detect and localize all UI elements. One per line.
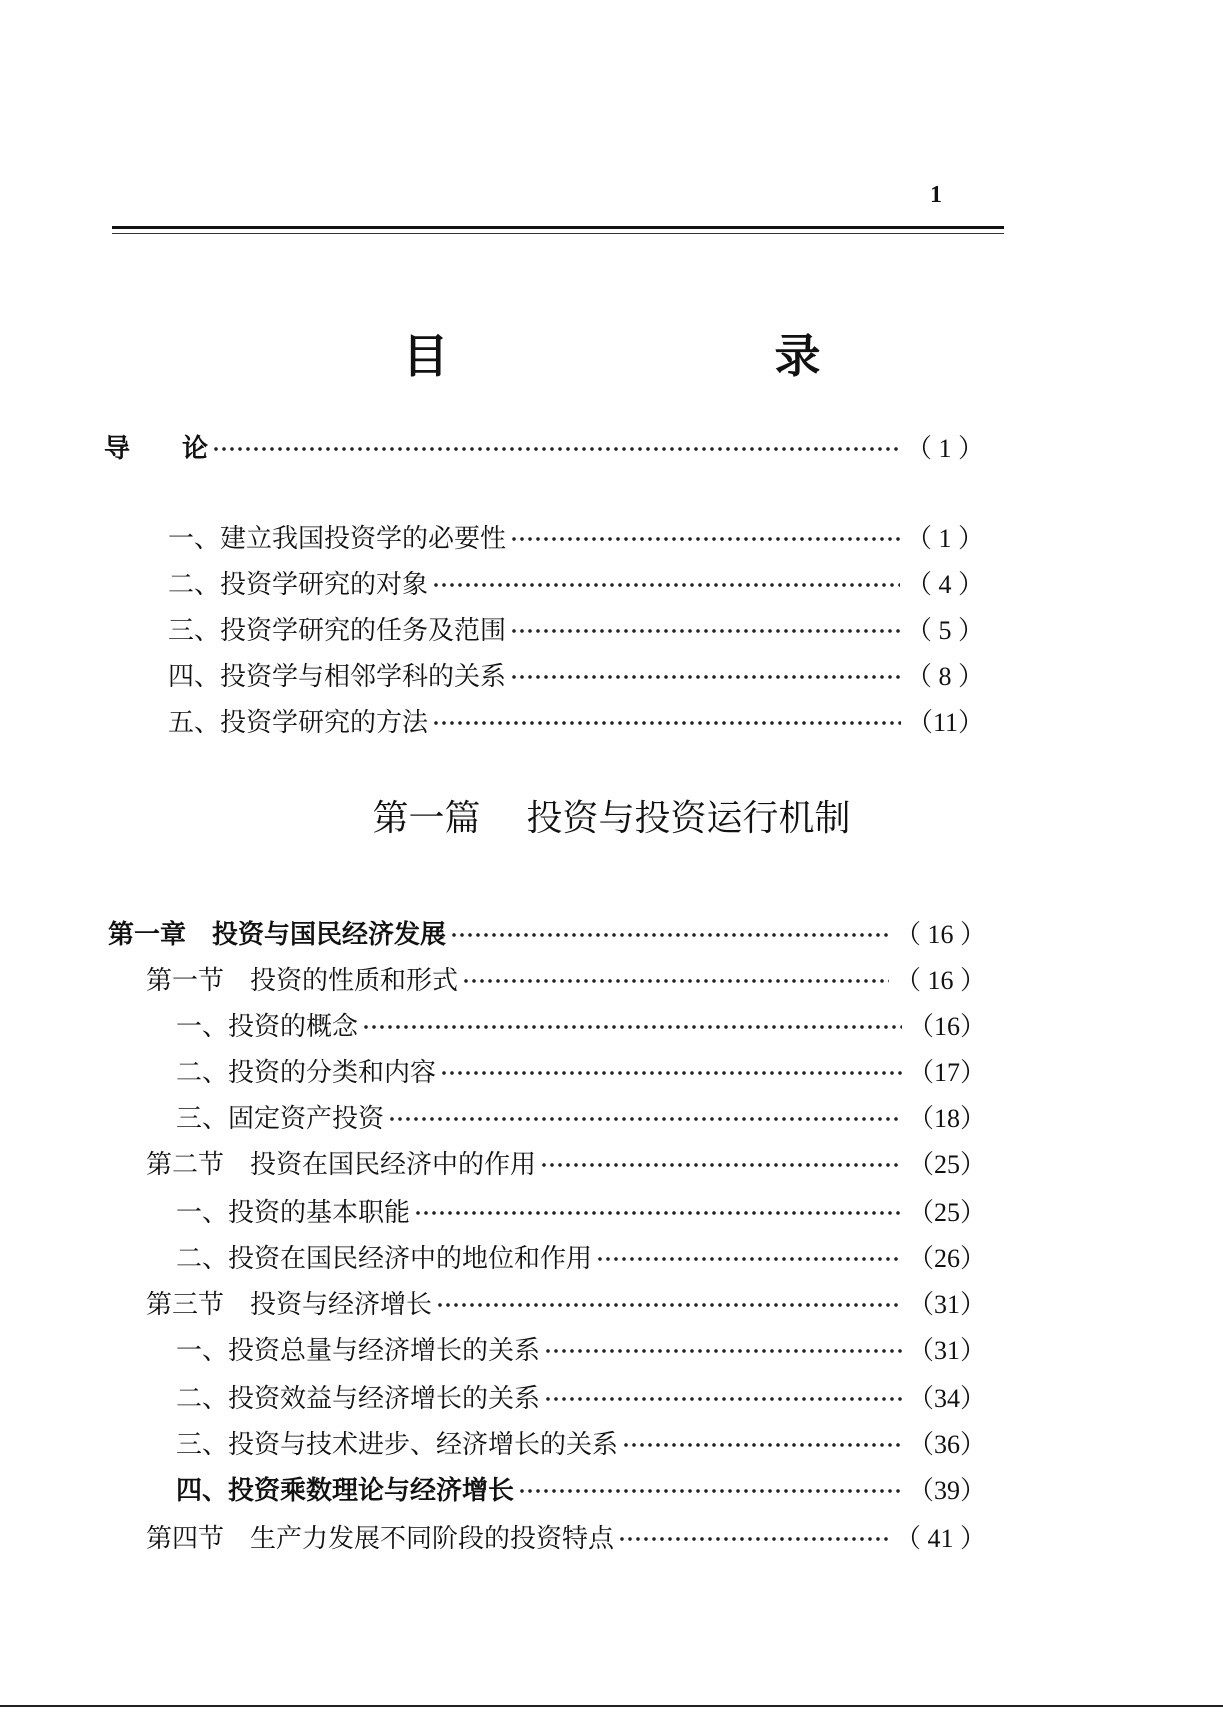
toc-label: 第四节 生产力发展不同阶段的投资特点 [146,1523,615,1554]
toc-entry[interactable] [168,610,984,646]
part-prefix: 第一篇 [372,798,481,839]
dot-leader [510,628,900,634]
part-text: 投资与投资运行机制 [526,798,851,839]
toc-page: （18） [907,1103,986,1133]
toc-entry[interactable] [176,1238,986,1274]
header-rule [112,226,1004,229]
toc-page: （ 16 ） [894,919,986,949]
dot-leader [510,674,900,680]
footer-rule [0,1705,1223,1707]
toc-entry[interactable] [168,656,984,692]
dot-leader [432,582,900,588]
dot-leader [388,1116,902,1122]
dot-leader [432,720,901,726]
toc-label: 三、固定资产投资 [176,1103,385,1134]
toc-label: 三、投资与技术进步、经济增长的关系 [176,1429,619,1460]
toc-label: 一、投资的基本职能 [176,1197,411,1228]
toc-entry[interactable] [176,1052,986,1088]
toc-label: 四、投资学与相邻学科的关系 [168,661,507,692]
toc-entry-section[interactable] [146,1284,986,1320]
dot-leader [596,1256,902,1262]
toc-page: （17） [907,1057,986,1087]
toc-label: 二、投资在国民经济中的地位和作用 [176,1243,593,1274]
toc-entry[interactable] [176,1006,986,1042]
dot-leader [212,446,900,452]
toc-entry[interactable] [176,1098,986,1134]
page-number: 1 [930,182,942,208]
toc-label: 导 论 [104,433,209,464]
toc-page: （25） [907,1149,986,1179]
header-rule-thin [112,233,1004,234]
dot-leader [436,1302,902,1308]
dot-leader [544,1396,902,1402]
dot-leader [362,1024,902,1030]
toc-page: （31） [907,1289,986,1319]
toc-label: 第二节 投资在国民经济中的作用 [146,1149,537,1180]
toc-label: 第一章 投资与国民经济发展 [108,919,447,950]
toc-label: 一、建立我国投资学的必要性 [168,523,507,554]
dot-leader [622,1442,902,1448]
dot-leader [510,536,900,542]
toc-entry-intro[interactable] [104,428,984,464]
part-title [0,790,1223,841]
toc-entry-chapter[interactable] [108,914,986,950]
toc-entry[interactable] [168,518,984,554]
toc-page: （ 8 ） [905,661,984,691]
toc-label: 二、投资的分类和内容 [176,1057,437,1088]
dot-leader [450,932,889,938]
toc-entry[interactable] [176,1192,986,1228]
toc-page: （ 1 ） [905,433,984,463]
toc-entry-section[interactable] [146,960,986,996]
toc-label: 二、投资学研究的对象 [168,569,429,600]
dot-leader [462,978,889,984]
toc-page: （16） [907,1011,986,1041]
dot-leader [544,1348,902,1354]
toc-page: （25） [907,1197,986,1227]
toc-entry[interactable] [176,1424,986,1460]
toc-label: 三、投资学研究的任务及范围 [168,615,507,646]
toc-label: 第三节 投资与经济增长 [146,1289,433,1320]
toc-page: （ 5 ） [905,615,984,645]
toc-title: 目 录 [402,329,961,383]
toc-page: （ 1 ） [905,523,984,553]
toc-label: 四、投资乘数理论与经济增长 [176,1475,515,1506]
toc-entry[interactable] [176,1330,986,1366]
toc-entry[interactable] [176,1470,986,1506]
toc-page: （11） [906,707,984,737]
toc-entry[interactable] [168,702,984,738]
toc-page: （34） [907,1383,986,1413]
toc-label: 一、投资的概念 [176,1011,359,1042]
dot-leader [518,1488,902,1494]
dot-leader [440,1070,902,1076]
toc-page: （ 16 ） [894,965,986,995]
toc-entry[interactable] [168,564,984,600]
dot-leader [618,1536,889,1542]
toc-entry[interactable] [176,1378,986,1414]
toc-label: 五、投资学研究的方法 [168,707,429,738]
toc-label: 一、投资总量与经济增长的关系 [176,1335,541,1366]
toc-entry-section[interactable] [146,1518,986,1554]
toc-page: （36） [907,1429,986,1459]
toc-entry-section[interactable] [146,1144,986,1180]
toc-page: （39） [907,1475,986,1505]
toc-page: （26） [907,1243,986,1273]
toc-page: （ 4 ） [905,569,984,599]
dot-leader [414,1210,902,1216]
toc-page: （ 41 ） [894,1523,986,1553]
dot-leader [540,1162,902,1168]
toc-page: （31） [907,1335,986,1365]
toc-label: 二、投资效益与经济增长的关系 [176,1383,541,1414]
toc-label: 第一节 投资的性质和形式 [146,965,459,996]
